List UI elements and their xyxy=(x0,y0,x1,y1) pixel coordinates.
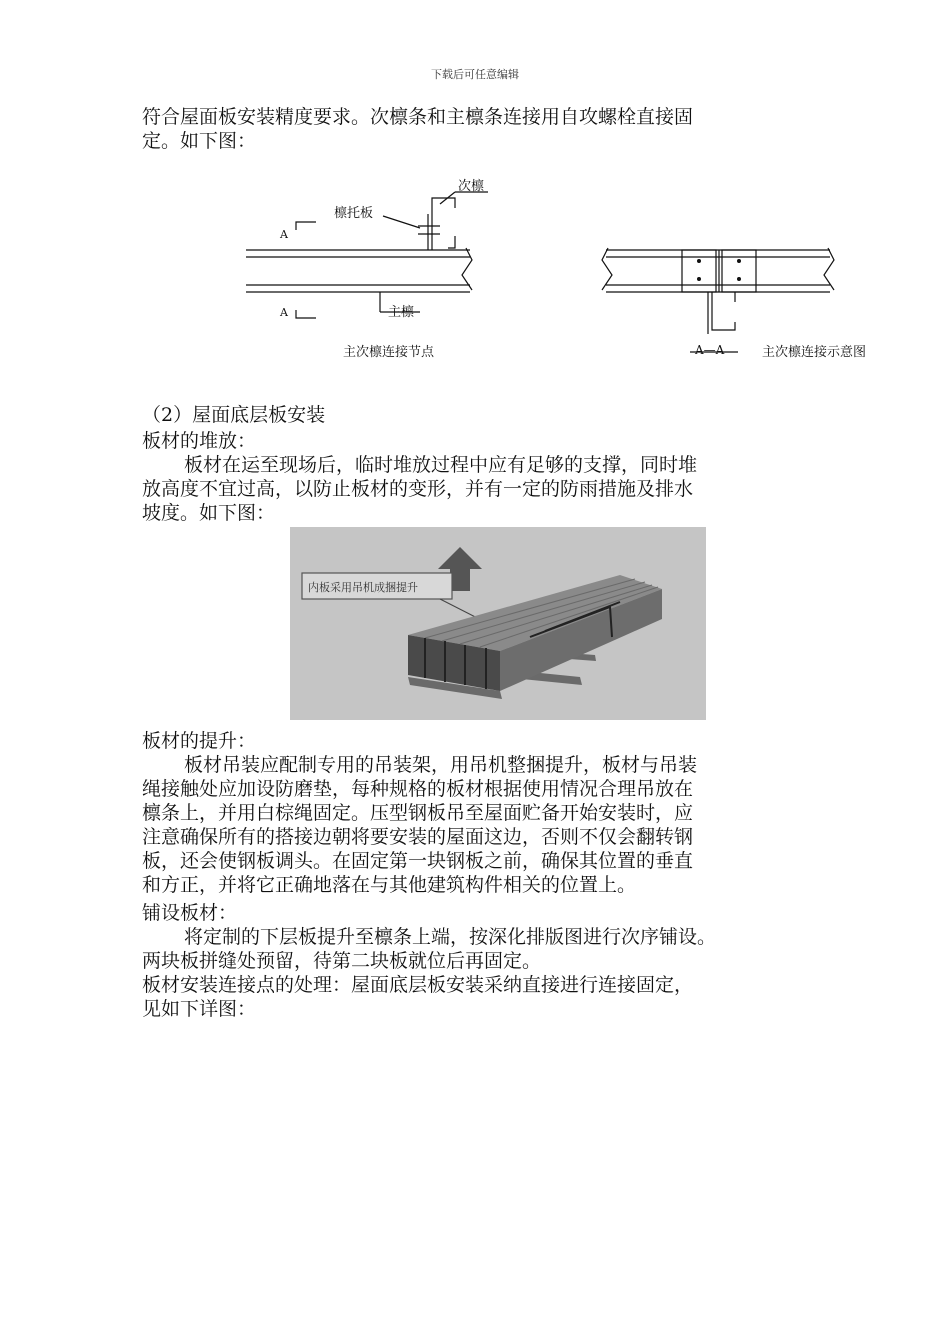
purlin-connection-diagram xyxy=(0,170,950,370)
section3-line1: 板材吊装应配制专用的吊装架，用吊机整捆提升，板材与吊装 xyxy=(184,754,698,776)
label-section-aa: A—A xyxy=(695,343,725,357)
section2-p1-line3: 坡度。如下图： xyxy=(142,502,276,524)
page-header: 下载后可任意编辑 xyxy=(431,68,519,81)
label-zhu-lin: 主檩 xyxy=(388,305,415,320)
section4-line1: 将定制的下层板提升至檩条上端，按深化排版图进行次序铺设。 xyxy=(184,926,717,948)
section3-line5: 板，还会使钢板调头。在固定第一块钢板之前，确保其位置的垂直 xyxy=(142,850,694,872)
section3-line3: 檩条上，并用白棕绳固定。压型钢板吊至屋面贮备开始安装时，应 xyxy=(142,802,694,824)
section2-p1-line2: 放高度不宜过高，以防止板材的变形，并有一定的防雨措施及排水 xyxy=(142,478,694,500)
section4-line2: 两块板拼缝处预留，待第二块板就位后再固定。 xyxy=(142,950,542,972)
section3-sub: 板材的提升： xyxy=(142,730,257,752)
section2-p1-line1: 板材在运至现场后，临时堆放过程中应有足够的支撑，同时堆 xyxy=(184,454,698,476)
section4-sub: 铺设板材： xyxy=(142,902,238,924)
section2-sub1: 板材的堆放： xyxy=(142,430,257,452)
section3-line6: 和方正，并将它正确地落在与其他建筑构件相关的位置上。 xyxy=(142,874,637,896)
label-ci-lin: 次檩 xyxy=(458,179,485,194)
section4-line3: 板材安装连接点的处理：屋面底层板安装采纳直接进行连接固定， xyxy=(142,974,694,996)
section2-heading: （2）屋面底层板安装 xyxy=(142,404,326,426)
label-a-top: A xyxy=(280,228,288,241)
caption-right: 主次檩连接示意图 xyxy=(762,345,867,360)
section3-line2: 绳接触处应加设防磨垫，每种规格的板材根据使用情况合理吊放在 xyxy=(142,778,694,800)
panel-stack-photo xyxy=(290,527,706,720)
para1-line2: 定。如下图： xyxy=(142,130,257,152)
section4-line4: 见如下详图： xyxy=(142,998,257,1020)
section3-line4: 注意确保所有的搭接边朝将要安装的屋面这边，否则不仅会翻转钢 xyxy=(142,826,694,848)
photo-caption: 内板采用吊机成捆提升 xyxy=(308,581,418,594)
label-lin-tuo-ban: 檩托板 xyxy=(334,206,374,221)
caption-left: 主次檩连接节点 xyxy=(343,345,435,360)
label-a-bottom: A xyxy=(280,306,288,319)
para1-line1: 符合屋面板安装精度要求。次檩条和主檩条连接用自攻螺栓直接固 xyxy=(142,106,694,128)
